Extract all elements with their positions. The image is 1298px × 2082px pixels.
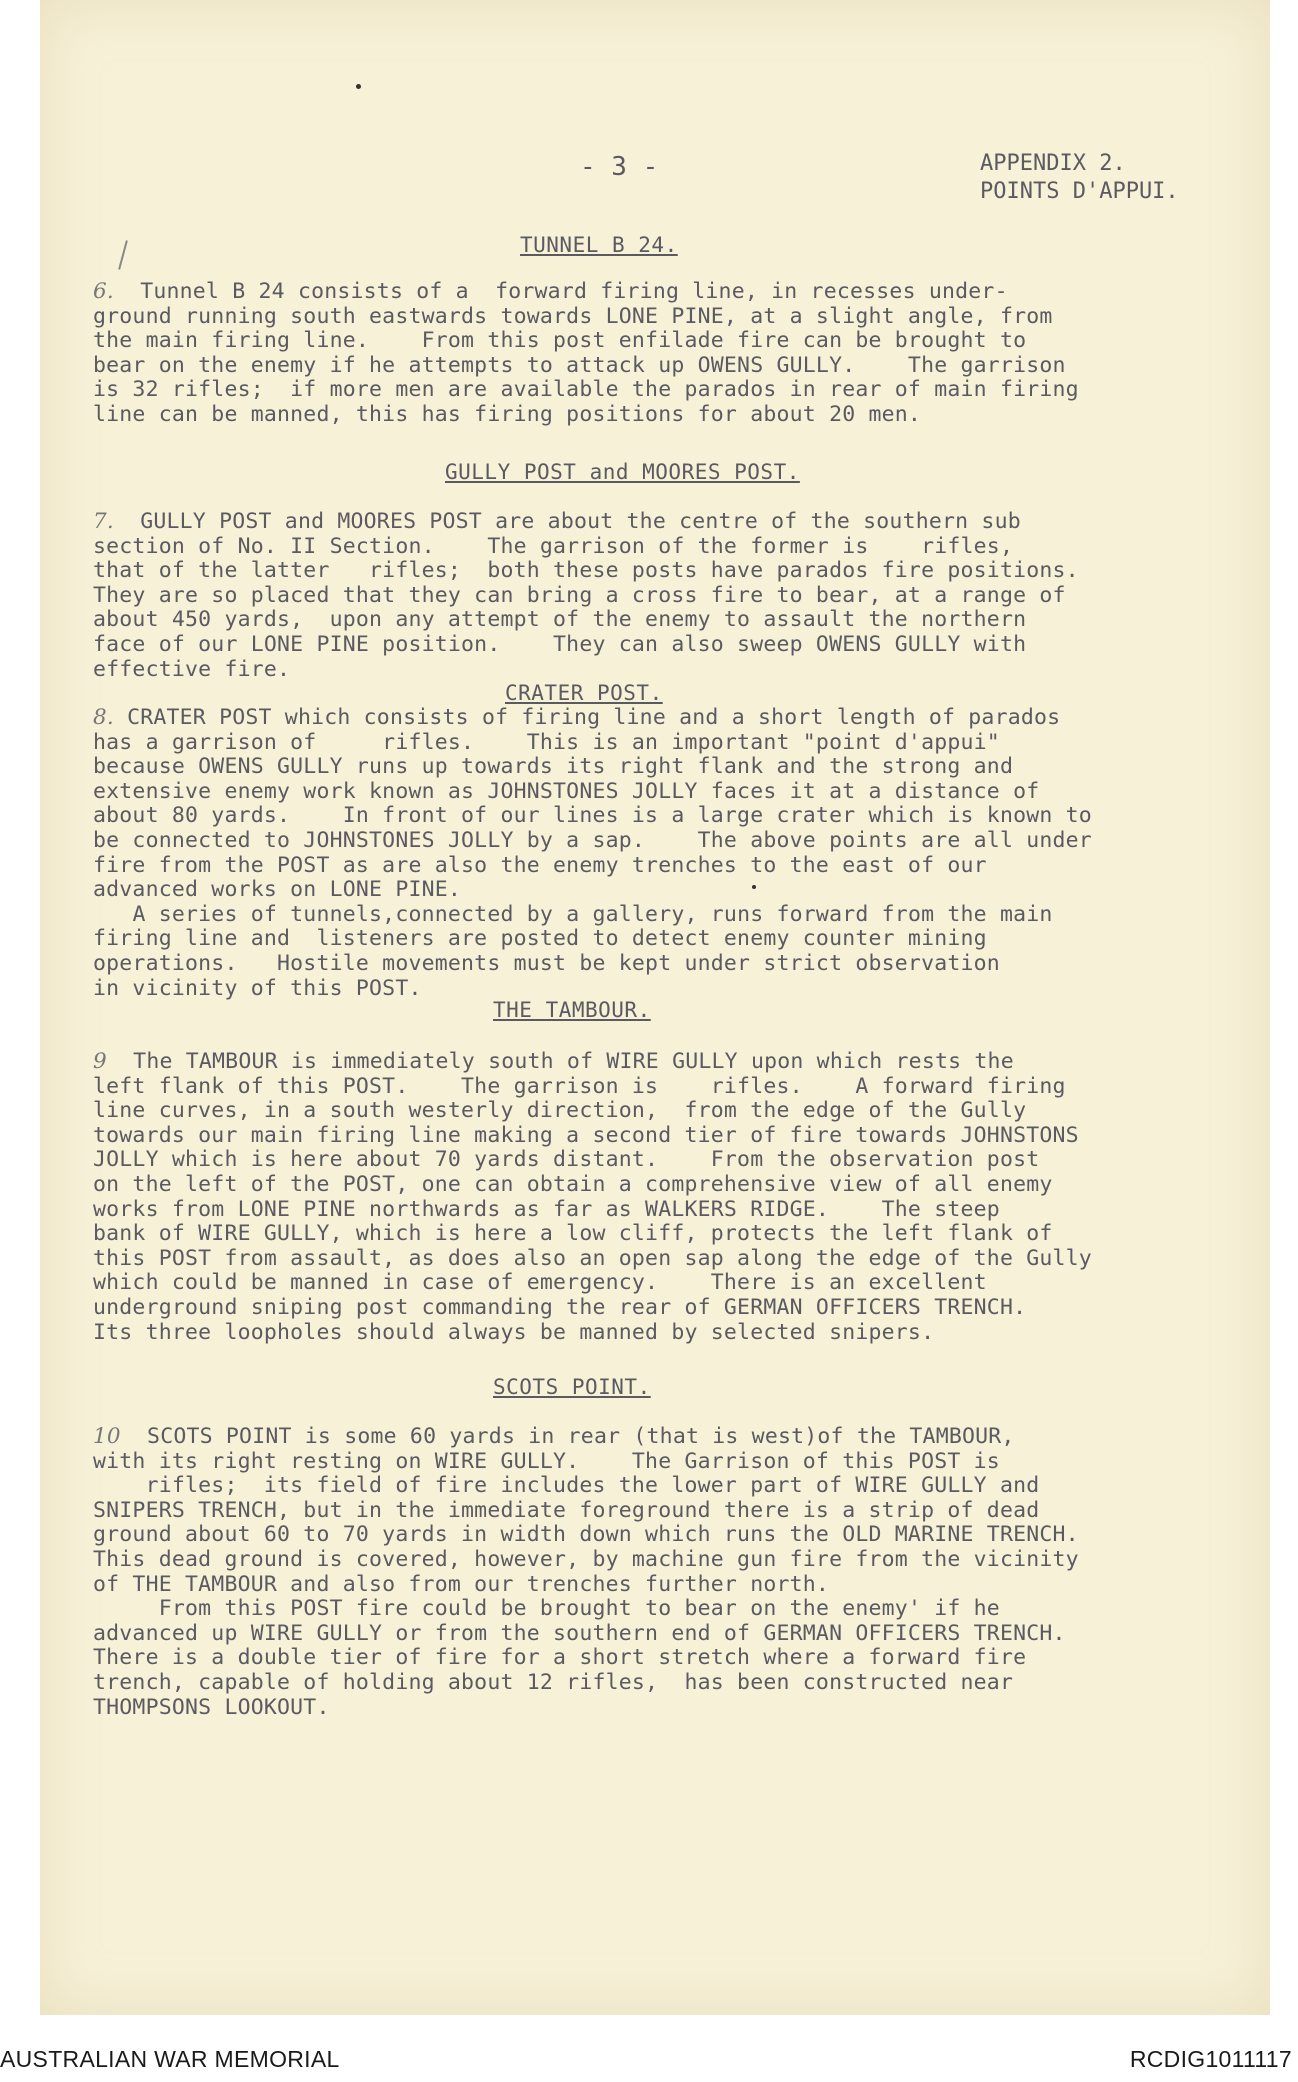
- section-paragraph: [93, 1425, 1273, 1720]
- section-paragraph: [93, 280, 1273, 428]
- paragraph-number: 10: [93, 1424, 121, 1449]
- paragraph-number: 9: [93, 1049, 107, 1074]
- section-title: CRATER POST.: [505, 681, 663, 705]
- paragraph-number: 6.: [93, 279, 114, 304]
- paragraph-text: Tunnel B 24 consists of a forward firing line, in recesses under- ground running south eastwards towards LONE PINE, at a slight angle, from the main firing line. From this post enfilade fire can be brought to bear on the enemy if he attempts to attack up OWENS GULLY. The garrison is 32 rifles; if more men are available the parados in rear of main firing line can be manned, this has firing positions for about 20 men.: [93, 279, 1079, 427]
- section-paragraph: [93, 510, 1273, 682]
- appendix-heading: [980, 150, 1179, 206]
- appendix-subtitle: POINTS D'APPUI.: [980, 179, 1179, 204]
- paragraph-text: The TAMBOUR is immediately south of WIRE GULLY upon which rests the left flank of this POST. The garrison is rifles. A forward firing line curves, in a south westerly direction, from the edge of the Gully towards our main firing line making a second tier of fire towards JOHNSTONS JOLLY which is here about 70 yards distant. From the observation post on the left of the POST, one can obtain a comprehensive view of all enemy works from LONE PINE northwards as far as WALKERS RIDGE. The steep bank of WIRE GULLY, which is here a low cliff, protects the left flank of this POST from assault, as does also an open sap along the edge of the Gully which could be manned in case of emergency. There is an excellent underground sniping post commanding the rear of GERMAN OFFICERS TRENCH. Its three loopholes should always be manned by selected snipers.: [93, 1049, 1092, 1345]
- paragraph-text: CRATER POST which consists of firing line and a short length of parados has a garrison of rifles. This is an important "point d'appui" because OWENS GULLY runs up towards its right flank and the strong and extensive enemy work known as JOHNSTONES JOLLY faces it at a distance of about 80 yards. In front of our lines is a large crater which is known to be connected to JOHNSTONES JOLLY by a sap. The above points are all under fire from the POST as are also the enemy trenches to the east of our advanced works on LONE PINE. A series of tunnels,connected by a gallery, runs forward from the main firing line and listeners are posted to detect enemy counter mining operations. Hostile movements must be kept under strict observation in vicinity of this POST.: [93, 705, 1092, 1001]
- section-title: SCOTS POINT.: [493, 1375, 651, 1399]
- paragraph-number: 7.: [93, 509, 114, 534]
- section-paragraph: [93, 706, 1273, 1001]
- footer-identifier: RCDIG1011117: [1129, 2046, 1292, 2072]
- paragraph-text: GULLY POST and MOORES POST are about the centre of the southern sub section of No. II Section. The garrison of the former is rifles, that of the latter rifles; both these posts have parados fire positions. They are so placed that they can bring a cross fire to bear, at a range of about 450 yards, upon any attempt of the enemy to assault the northern face of our LONE PINE position. They can also sweep OWENS GULLY with effective fire.: [93, 509, 1079, 682]
- section-title: TUNNEL B 24.: [520, 233, 678, 257]
- section-paragraph: [93, 1050, 1273, 1345]
- page-number: - 3 -: [580, 152, 659, 182]
- appendix-title: APPENDIX 2.: [980, 151, 1126, 176]
- section-title: THE TAMBOUR.: [493, 998, 651, 1022]
- section-title: GULLY POST and MOORES POST.: [445, 460, 800, 484]
- paragraph-number: 8.: [93, 705, 114, 730]
- footer-source: AUSTRALIAN WAR MEMORIAL: [0, 2046, 340, 2072]
- paragraph-text: SCOTS POINT is some 60 yards in rear (that is west)of the TAMBOUR, with its right resting on WIRE GULLY. The Garrison of this POST is rifles; its field of fire includes the lower part of WIRE GULLY and SNIPERS TRENCH, but in the immediate foreground there is a strip of dead ground about 60 to 70 yards in width down which runs the OLD MARINE TRENCH. This dead ground is covered, however, by machine gun fire from the vicinity of THE TAMBOUR and also from our trenches further north. From this POST fire could be brought to bear on the enemy' if he advanced up WIRE GULLY or from the southern end of GERMAN OFFICERS TRENCH. There is a double tier of fire for a short stretch where a forward fire trench, capable of holding about 12 rifles, has been constructed near THOMPSONS LOOKOUT.: [93, 1424, 1079, 1720]
- ink-spot: [356, 84, 361, 89]
